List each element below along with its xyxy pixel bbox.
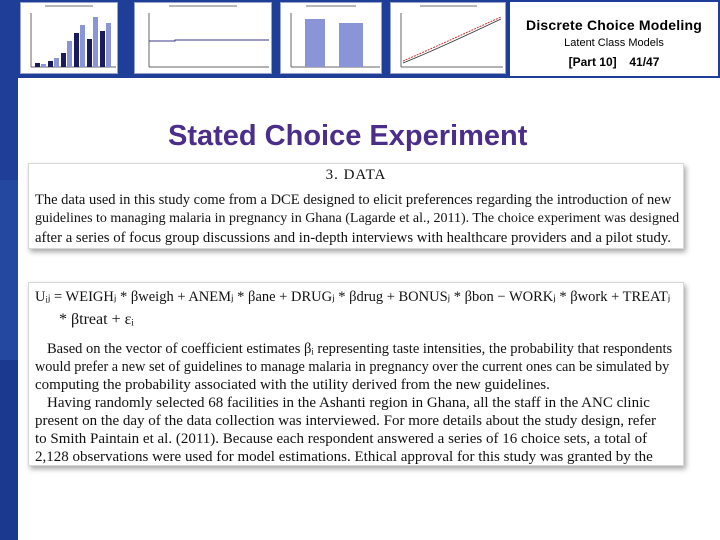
thumbnail-two-bar-chart-image (281, 3, 382, 74)
excerpt-line: Based on the vector of coefficient estimates βᵢ representing taste intensities, the probability that respondents (47, 341, 673, 357)
excerpt-line: after a series of focus group discussions and in-depth interviews with healthcare providers and a pilot study. (35, 230, 671, 246)
excerpt-line: would prefer a new set of guidelines to manage malaria in pregnancy over the current ones can be simulated by (35, 359, 670, 375)
thumbnail-line-chart (134, 2, 272, 74)
excerpt-line: The data used in this study come from a DCE designed to elicit preferences regarding the introduction of new (35, 192, 672, 208)
left-bar-segment (0, 180, 18, 360)
section-heading: 3. DATA (325, 167, 387, 183)
thumbnail-bar-chart-image (21, 3, 118, 74)
part-label: [Part 10] (568, 55, 617, 69)
left-decorative-bar (0, 0, 18, 540)
thumbnail-line-chart-image (135, 3, 272, 74)
excerpt-line: present on the day of the data collection was interviewed. For more details about the study design, refer (35, 413, 657, 429)
topic-title: Latent Class Models (564, 37, 664, 49)
excerpt-line: Having randomly selected 68 facilities in the Ashanti region in Ghana, all the staff in the ANC clinic (47, 395, 650, 411)
thumbnail-bar-chart (20, 2, 118, 74)
thumbnail-curve-chart (390, 2, 506, 74)
left-bar-segment (0, 0, 18, 180)
utility-equation-line2: * βtreat + εᵢ (59, 311, 134, 328)
thumbnail-curve-chart-image (391, 3, 506, 74)
excerpt-line: 2,128 observations were used for model estimations. Ethical approval for this study was granted by the (35, 449, 653, 465)
part-and-page (510, 55, 718, 69)
paper-excerpt-utility-model (28, 282, 684, 466)
paper-excerpt-data-section (28, 163, 684, 249)
excerpt-line: guidelines to managing malaria in pregnancy in Ghana (Lagarde et al., 2011). The choice experiment was designed (35, 211, 680, 226)
left-bar-segment (0, 360, 18, 540)
slide-title: Stated Choice Experiment (168, 120, 528, 152)
excerpt-line: computing the probability associated with the utility derived from the new guidelines. (35, 377, 550, 393)
course-title: Discrete Choice Modeling (526, 17, 702, 33)
course-title-box (508, 0, 720, 78)
header-thumbnail-strip (18, 0, 508, 78)
thumbnail-two-bar-chart (280, 2, 382, 74)
page-number: 41/47 (629, 55, 660, 69)
utility-equation-line1: Uᵢⱼ = WEIGHⱼ * βweigh + ANEMⱼ * βane + DRUGⱼ * βdrug + BONUSⱼ * βbon − WORKⱼ * βwork + TREATⱼ (35, 289, 671, 305)
excerpt-line: to Smith Paintain et al. (2011). Because each respondent answered a series of 16 choice sets, a total of (35, 431, 648, 447)
